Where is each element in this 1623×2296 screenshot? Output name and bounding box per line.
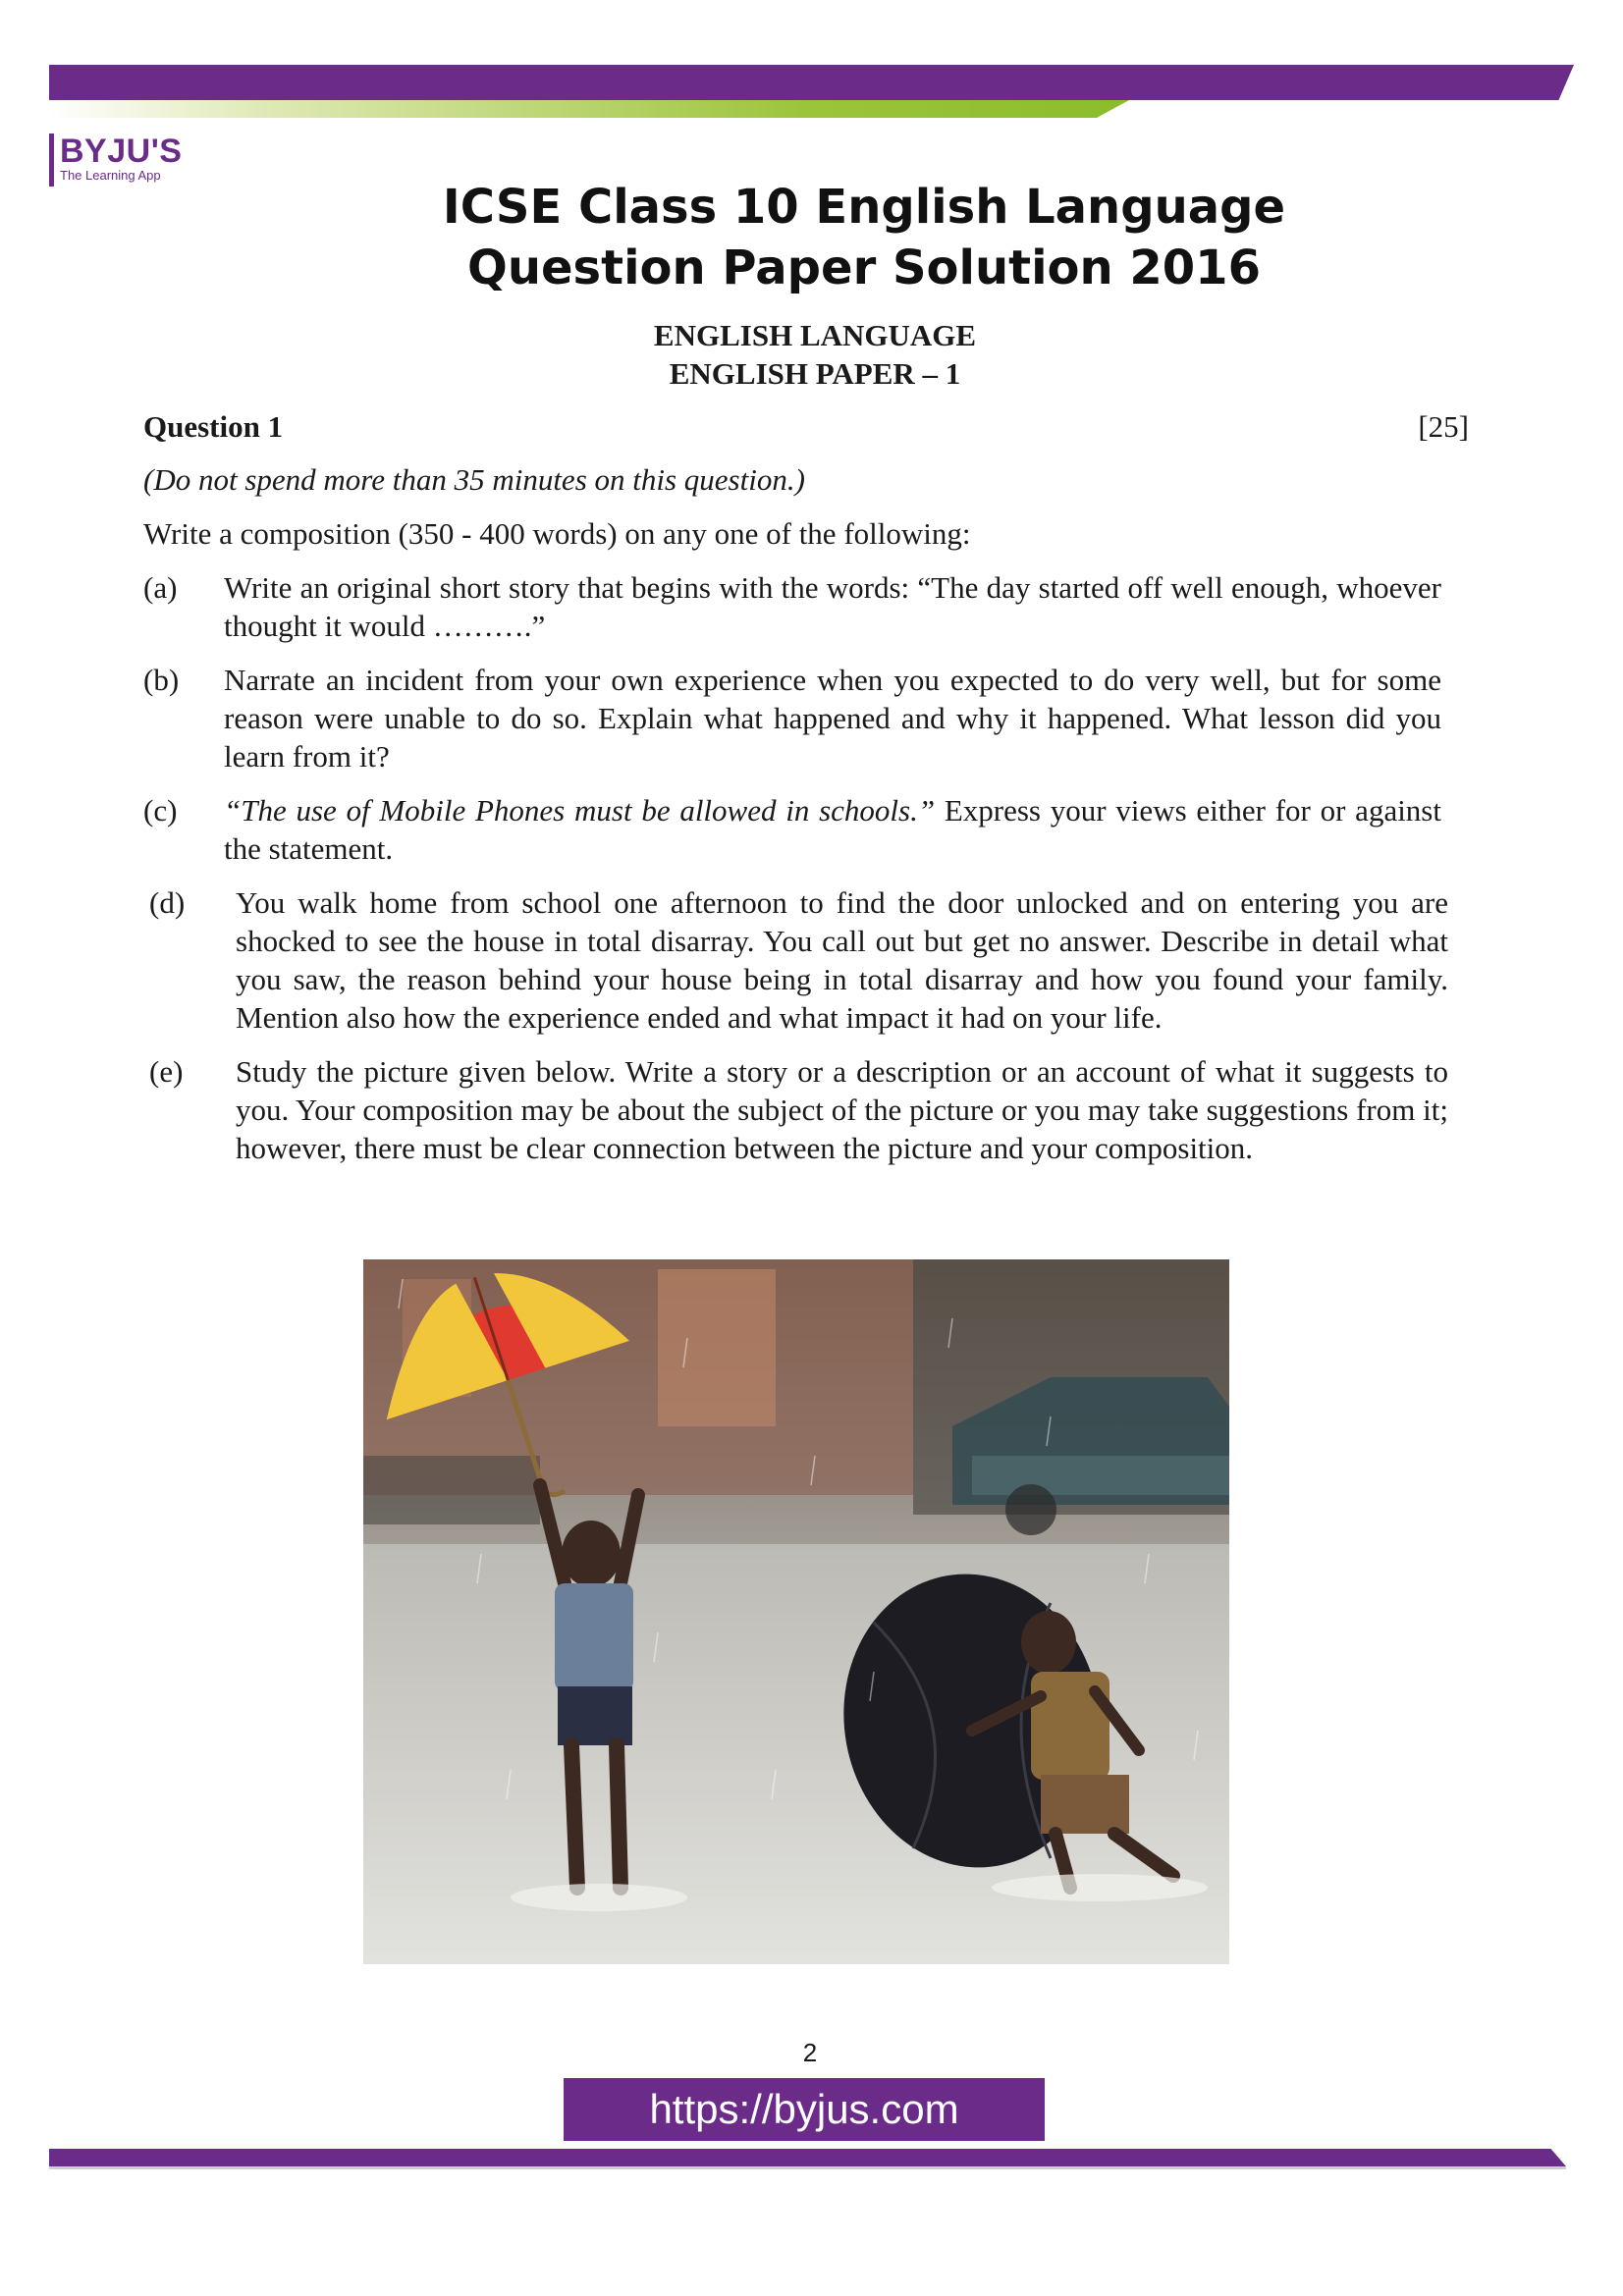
website-url-link[interactable]: https://byjus.com (564, 2078, 1045, 2141)
question-instruction: (Do not spend more than 35 minutes on this question.) (143, 462, 805, 497)
header-green-band (49, 100, 1129, 118)
logo-name: BYJU'S (60, 133, 183, 170)
option-label: (b) (143, 663, 180, 697)
page-title (295, 177, 1434, 298)
option-quote: “The use of Mobile Phones must be allowed in schools.” (224, 793, 936, 828)
option-item-c (143, 791, 1469, 868)
paper-heading: ENGLISH PAPER – 1 (669, 356, 961, 391)
option-text: Study the picture given below. Write a story or a description or an account of what it suggests to you. Your composition may be about the subject of the picture or you may take suggestions from it; however, there must be clear connection between the picture and your composition. (236, 1054, 1448, 1165)
question-title: Question 1 (143, 409, 284, 444)
option-item-b (143, 661, 1469, 775)
option-text: Express your views either for or against the statement. (224, 793, 1441, 866)
option-text-container (224, 791, 1441, 868)
question-section (143, 407, 1469, 1167)
footer-divider (49, 2166, 1566, 2169)
paper-subheadings (520, 316, 1109, 393)
footer-purple-band (49, 2149, 1566, 2166)
question-header (143, 407, 1469, 447)
option-label: (c) (143, 793, 178, 828)
rain-picture (363, 1259, 1229, 1964)
option-label: (e) (149, 1054, 184, 1089)
option-label: (a) (143, 570, 178, 605)
logo-tagline: The Learning App (60, 168, 161, 183)
title-line-1: ICSE Class 10 English Language (442, 180, 1286, 235)
option-text: Narrate an incident from your own experience when you expected to do very well, but for some reason were unable to do so. Explain what happened and why it happened. What lesson did you learn from it? (224, 663, 1441, 774)
subject-heading: ENGLISH LANGUAGE (653, 318, 977, 352)
option-text: You walk home from school one afternoon to find the door unlocked and on entering you are shocked to see the house in total disarray. You call out but get no answer. Describe in detail what you saw, the reason behind your house being in total disarray and how you found your family. Mention also how the experience ended and what impact it had on your life. (236, 885, 1448, 1035)
page-number: 2 (802, 2038, 818, 2067)
option-item-e (143, 1052, 1469, 1167)
option-label: (d) (149, 885, 186, 920)
byjus-logo (49, 133, 182, 187)
option-item-d (143, 883, 1469, 1037)
question-intro: Write a composition (350 - 400 words) on any one of the following: (143, 516, 971, 551)
question-marks: [25] (1418, 409, 1469, 444)
option-item-a (143, 568, 1469, 645)
option-text: Write an original short story that begins with the words: “The day started off well enough, whoever thought it would ……….” (224, 570, 1441, 643)
title-line-2: Question Paper Solution 2016 (467, 240, 1261, 295)
header-purple-band (49, 65, 1574, 100)
